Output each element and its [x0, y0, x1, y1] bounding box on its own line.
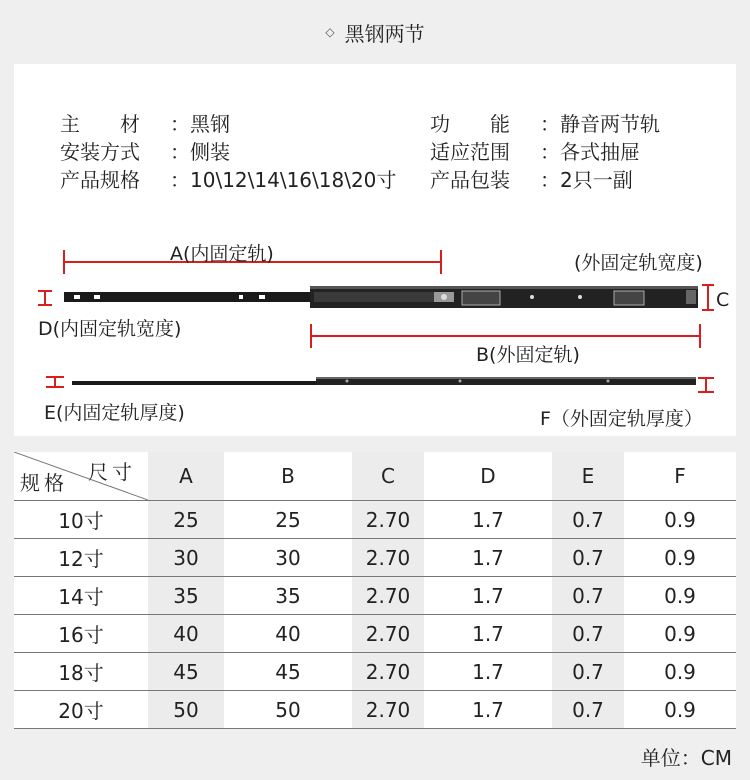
spec-label: 产品规格: [60, 168, 140, 192]
value-cell: 25: [224, 501, 352, 539]
value-cell: 40: [148, 615, 224, 653]
value-cell: 45: [148, 653, 224, 691]
value-cell: 0.7: [552, 577, 624, 615]
size-cell: 14寸: [14, 577, 148, 615]
value-cell: 1.7: [424, 615, 552, 653]
table-row: [14, 539, 736, 577]
table-corner-cell: [14, 452, 148, 501]
spec-row: 适应范围 ：各式抽屉: [430, 140, 640, 164]
size-cell: 10寸: [14, 501, 148, 539]
column-header: D: [424, 452, 552, 501]
column-header: B: [224, 452, 352, 501]
value-cell: 0.9: [624, 615, 736, 653]
table-row: [14, 501, 736, 539]
value-cell: 1.7: [424, 691, 552, 729]
column-header: F: [624, 452, 736, 501]
table-row: [14, 615, 736, 653]
value-cell: 25: [148, 501, 224, 539]
header: [0, 0, 750, 64]
value-cell: 0.7: [552, 501, 624, 539]
dimension-c-marker: [702, 285, 714, 310]
value-cell: 0.9: [624, 539, 736, 577]
spec-row: 产品包装 ：2只一副: [430, 168, 633, 192]
value-cell: 1.7: [424, 653, 552, 691]
spec-row: 安装方式 ：侧装: [60, 140, 230, 164]
value-cell: 0.9: [624, 653, 736, 691]
value-cell: 45: [224, 653, 352, 691]
spec-label: 适应范围: [430, 140, 510, 164]
spec-value: 2只一副: [560, 168, 633, 192]
diamond-icon: ◇: [325, 25, 335, 39]
spec-label: 安装方式: [60, 140, 140, 164]
size-cell: 20寸: [14, 691, 148, 729]
dimension-d-marker: [38, 291, 52, 305]
value-cell: 0.7: [552, 539, 624, 577]
value-cell: 35: [224, 577, 352, 615]
spec-value: 10\12\14\16\18\20寸: [190, 168, 397, 192]
table-row: [14, 691, 736, 729]
size-table-wrap: [14, 452, 736, 729]
dimension-e-marker: [46, 377, 64, 387]
value-cell: 50: [148, 691, 224, 729]
value-cell: 2.70: [352, 653, 424, 691]
value-cell: 1.7: [424, 539, 552, 577]
value-cell: 2.70: [352, 615, 424, 653]
column-header: A: [148, 452, 224, 501]
value-cell: 0.9: [624, 691, 736, 729]
unit-label: 单位：CM: [640, 746, 732, 770]
value-cell: 40: [224, 615, 352, 653]
column-header: E: [552, 452, 624, 501]
table-header-row: [14, 452, 736, 501]
spec-row: 产品规格 ：10\12\14\16\18\20寸: [60, 168, 397, 192]
value-cell: 0.7: [552, 691, 624, 729]
spec-value: 各式抽屉: [560, 140, 640, 164]
spec-value: 侧装: [190, 140, 230, 164]
value-cell: 2.70: [352, 501, 424, 539]
value-cell: 0.7: [552, 653, 624, 691]
spec-row: 功 能 ：静音两节轨: [430, 112, 660, 136]
value-cell: 1.7: [424, 501, 552, 539]
side-view-rails: [72, 377, 696, 385]
label-a: A(内固定轨): [170, 243, 274, 265]
corner-top-label: 尺寸: [88, 460, 136, 484]
size-cell: 12寸: [14, 539, 148, 577]
label-b: B(外固定轨): [476, 344, 580, 366]
value-cell: 0.9: [624, 501, 736, 539]
spec-value: 黑钢: [190, 112, 230, 136]
inner-rail: [64, 292, 324, 302]
size-cell: 18寸: [14, 653, 148, 691]
value-cell: 30: [224, 539, 352, 577]
value-cell: 50: [224, 691, 352, 729]
label-f: F（外固定轨厚度）: [540, 408, 703, 430]
column-header: C: [352, 452, 424, 501]
value-cell: 1.7: [424, 577, 552, 615]
value-cell: 2.70: [352, 577, 424, 615]
size-cell: 16寸: [14, 615, 148, 653]
spec-value: 静音两节轨: [560, 112, 660, 136]
label-outer-width: (外固定轨宽度): [574, 252, 703, 274]
label-c: C: [716, 289, 730, 311]
label-e: E(内固定轨厚度): [44, 402, 185, 424]
spec-label: 主 材: [60, 112, 140, 136]
value-cell: 0.9: [624, 577, 736, 615]
page-title: 黑钢两节: [344, 21, 425, 46]
corner-bottom-label: 规格: [20, 471, 68, 495]
value-cell: 0.7: [552, 615, 624, 653]
value-cell: 35: [148, 577, 224, 615]
value-cell: 30: [148, 539, 224, 577]
spec-panel: [14, 64, 736, 436]
size-table: [14, 452, 736, 729]
table-row: [14, 577, 736, 615]
table-row: [14, 653, 736, 691]
outer-rail: [310, 286, 698, 308]
dimension-f-marker: [698, 378, 714, 392]
spec-row: 主 材 ：黑钢: [60, 112, 230, 136]
value-cell: 2.70: [352, 539, 424, 577]
spec-label: 功 能: [430, 112, 510, 136]
value-cell: 2.70: [352, 691, 424, 729]
label-d: D(内固定轨宽度): [38, 318, 182, 340]
spec-label: 产品包装: [430, 168, 510, 192]
